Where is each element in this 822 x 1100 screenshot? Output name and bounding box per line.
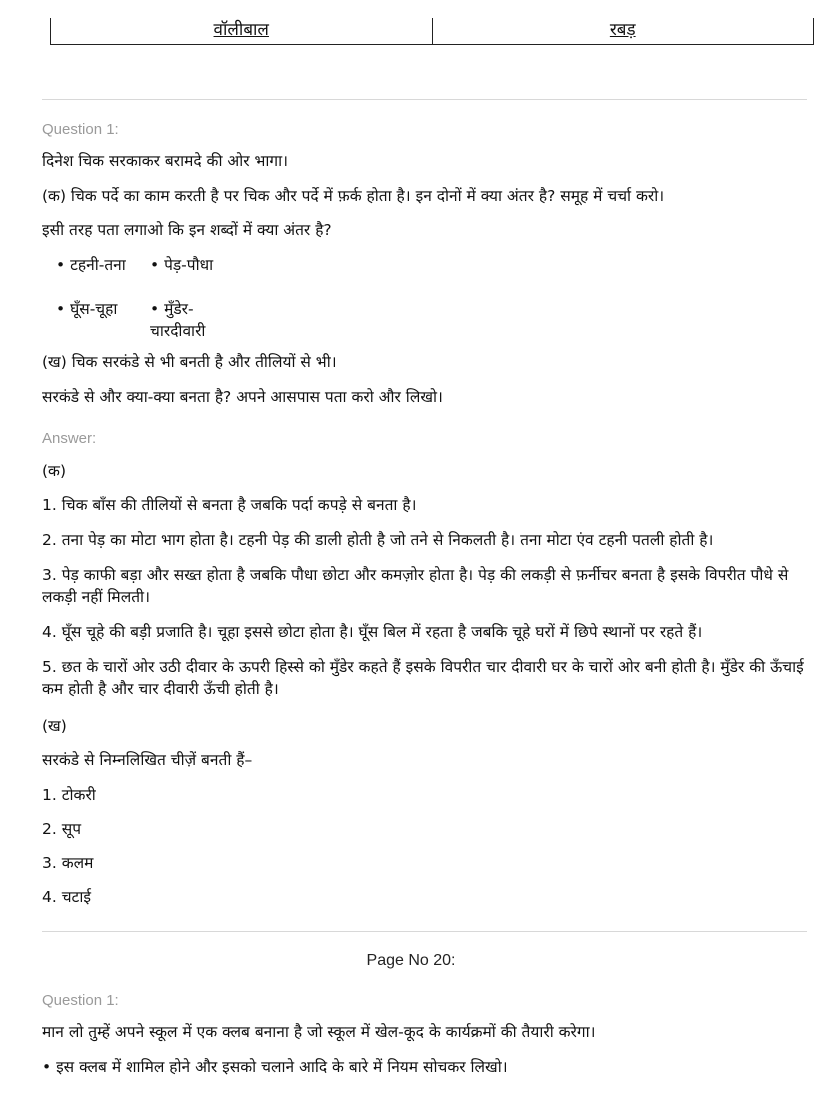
divider	[42, 99, 807, 100]
list-item: • टहनी-तना	[56, 256, 126, 274]
question-line: सरकंडे से और क्या-क्या बनता है? अपने आसपास पता करो और लिखो।	[42, 388, 443, 406]
answer-point: 4. घूँस चूहे की बड़ी प्रजाति है। चूहा इससे छोटा होता है। घूँस बिल में रहता है जबकि चूहे घरों में छिपे स्थानों पर रहते हैं।	[42, 623, 703, 641]
divider	[42, 931, 807, 932]
answer-point: 3. पेड़ काफी बड़ा और सख्त होता है जबकि पौधा छोटा और कमज़ोर होता है। पेड़ की लकड़ी से फ़र्नीचर बनता है इसके विपरीत पौधे से लकड़ी नहीं मिलती।	[42, 566, 789, 606]
question-line: (ख) चिक सरकंडे से भी बनती है और तीलियों से भी।	[42, 353, 337, 371]
list-item: • मुँडेर-चारदीवारी	[150, 300, 206, 340]
answer-point: 1. चिक बाँस की तीलियों से बनता है जबकि पर्दा कपड़े से बनता है।	[42, 496, 417, 514]
answer-item: 3. कलम	[42, 854, 94, 872]
question-label: Question 1:	[42, 992, 119, 1009]
question-line: मान लो तुम्हें अपने स्कूल में एक क्लब बनाना है जो स्कूल में खेल-कूद के कार्यक्रमों की तैयारी करेगा।	[42, 1023, 596, 1041]
answer-intro: सरकंडे से निम्नलिखित चीज़ें बनती हैं–	[42, 751, 253, 769]
question-line: इसी तरह पता लगाओ कि इन शब्दों में क्या अंतर है?	[42, 221, 332, 239]
answer-item: 1. टोकरी	[42, 786, 96, 804]
items-table-row	[50, 18, 814, 45]
answer-label: Answer:	[42, 430, 97, 447]
question-line: दिनेश चिक सरकाकर बरामदे की ओर भागा।	[42, 152, 289, 170]
answer-point: 5. छत के चारों ओर उठी दीवार के ऊपरी हिस्से को मुँडेर कहते हैं इसके विपरीत चार दीवारी घर के चारों ओर बनी होती है। मुँडेर की ऊँचाई कम होती है और चार दीवारी ऊँची होती है।	[42, 658, 804, 698]
question-line: (क) चिक पर्दे का काम करती है पर चिक और पर्दे में फ़र्क होता है। इन दोनों में क्या अंतर है? समूह में चर्चा करो।	[42, 187, 665, 205]
answer-section-ka: (क)	[42, 462, 66, 480]
answer-point: 2. तना पेड़ का मोटा भाग होता है। टहनी पेड़ की डाली होती है जो तने से निकलती है। तना मोटा एंव टहनी पतली होती है।	[42, 531, 714, 549]
answer-section-kha: (ख)	[42, 717, 67, 735]
table-cell-sport: वॉलीबाल	[51, 18, 433, 44]
question-line: • इस क्लब में शामिल होने और इसको चलाने आदि के बारे में नियम सोचकर लिखो।	[42, 1058, 508, 1076]
question-label: Question 1:	[42, 121, 119, 138]
list-item: • घूँस-चूहा	[56, 300, 118, 318]
answer-item: 2. सूप	[42, 820, 81, 838]
table-cell-material: रबड़	[609, 20, 636, 40]
list-item: • पेड़-पौधा	[150, 256, 214, 274]
page-number-heading: Page No 20:	[366, 952, 456, 969]
answer-item: 4. चटाई	[42, 888, 91, 906]
